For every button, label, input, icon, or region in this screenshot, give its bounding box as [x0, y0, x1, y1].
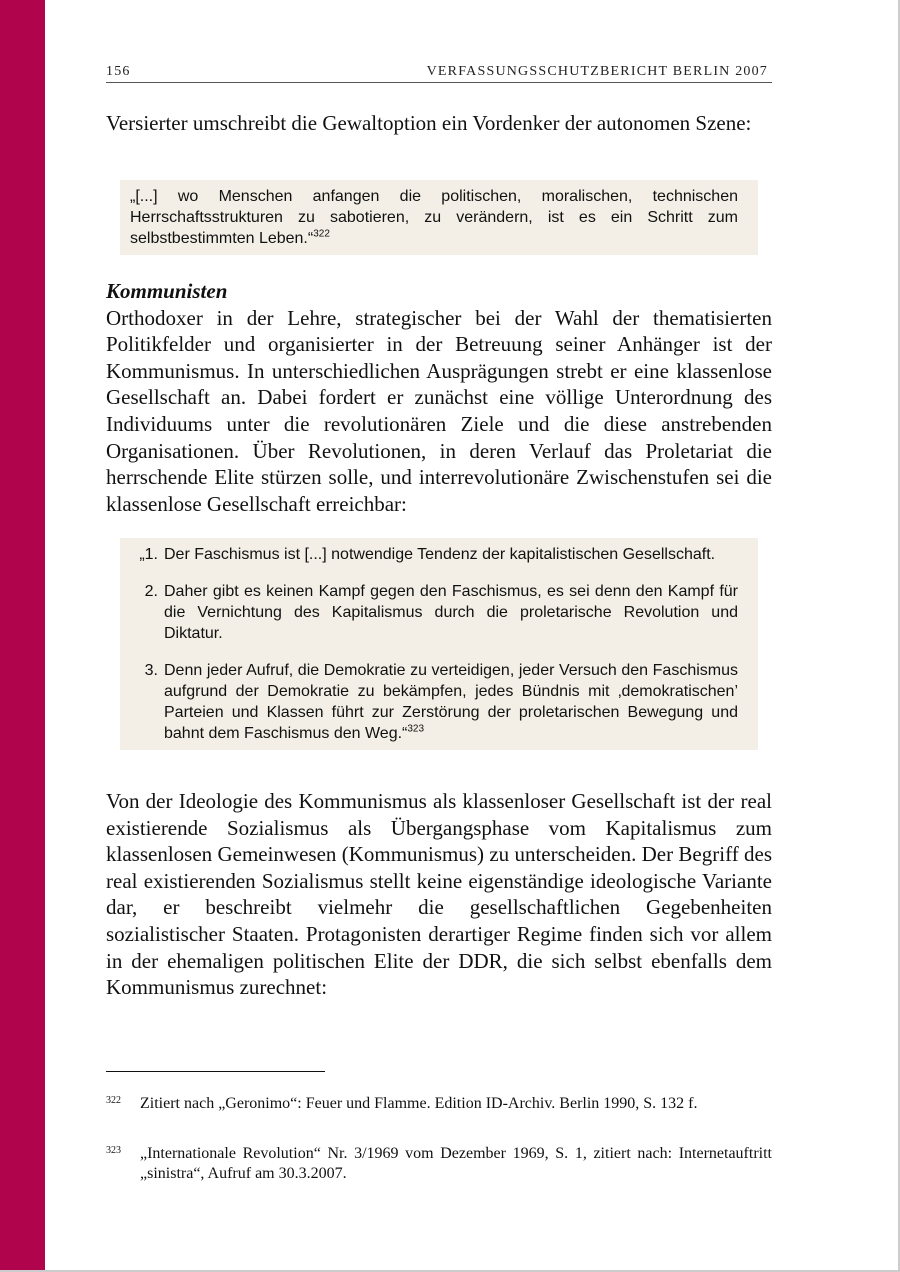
footnote — [106, 1094, 772, 1114]
quote-list-item: „1. Der Faschismus ist [...] notwendige Tendenz der kapitalistischen Gesellschaft. — [139, 546, 716, 563]
paragraph: Von der Ideologie des Kommunismus als klassenloser Gesellschaft ist der real existierende Sozialismus als Übergangsphase vom Kapitalismus zum klassenlosen Gemeinwesen (Kommunismus) zu unterscheiden. Der Begriff des real existierenden Sozialismus stellt keine eigenständige ideologische Variante dar, er beschreibt vielmehr die gesellschaftlichen Gegebenheiten sozialistischer Staaten. Protagonisten derartiger Regime finden sich vor allem in der ehemaligen politischen Elite der DDR, die sich selbst ebenfalls dem Kommunismus zurechnet: — [106, 789, 772, 1000]
footnote-mark: 323 — [106, 1145, 121, 1156]
paragraph: Orthodoxer in der Lehre, strategischer bei der Wahl der thematisierten Politikfelder und organisierter in der Betreuung seiner Anhänger ist der Kommunismus. In unterschiedlichen Ausprägungen strebt er eine klassenlose Gesellschaft an. Dabei fordert er zunächst eine völlige Unterordnung des Individuums unter die revolutionären Ziele und die diese anstrebenden Organisationen. Über Revolutionen, in deren Verlauf das Proletariat die herrschende Elite stürzen solle, und interrevolutionäre Zwischenstufen sei die klassenlose Gesellschaft erreichbar: — [106, 305, 772, 516]
footnote-ref[interactable]: 323 — [407, 723, 425, 735]
block-quote-list — [120, 538, 758, 750]
quote-list-item: 2. Daher gibt es keinen Kampf gegen den Faschismus, es sei denn den Kampf für die Vernichtung des Kapitalismus durch die proletarische Revolution und Diktatur. — [144, 583, 738, 642]
running-header — [106, 62, 772, 83]
section — [106, 278, 772, 517]
accent-bar — [0, 0, 45, 1272]
quote-text: „[...] wo Menschen anfangen die politischen, moralischen, technischen Herrschaftsstrukturen zu sabotieren, zu verändern, ist es ein Schritt zum selbstbestimmten Leben.“ — [130, 188, 738, 247]
page-number: 156 — [106, 64, 131, 79]
footnote-ref[interactable]: 322 — [313, 228, 330, 240]
footnote-text: „Internationale Revolution“ Nr. 3/1969 vom Dezember 1969, S. 1, zitiert nach: Internetauftritt „sinistra“, Aufruf am 30.3.2007. — [140, 1145, 772, 1182]
footnote-divider — [106, 1071, 325, 1072]
footnote-mark: 322 — [106, 1095, 121, 1106]
section-heading: Kommunisten — [106, 279, 228, 303]
quote-list-item: 3. Denn jeder Aufruf, die Demokratie zu verteidigen, jeder Versuch den Faschismus aufgrund der Demokratie zu bekämpfen, jedes Bündnis mit ‚demokratischen’ Parteien und Klassen führt zur Zerstörung der proletarischen Bewegung und bahnt dem Faschismus den Weg.“$^{323}$ — [144, 662, 738, 742]
footnote — [106, 1144, 772, 1184]
paragraph: Versierter umschreibt die Gewaltoption ein Vordenker der autonomen Szene: — [106, 111, 752, 135]
footnote-text: Zitiert nach „Geronimo“: Feuer und Flamme. Edition ID-Archiv. Berlin 1990, S. 132 f. — [140, 1095, 698, 1112]
running-title: VERFASSUNGSSCHUTZBERICHT BERLIN 2007 — [426, 64, 768, 79]
block-quote — [120, 180, 758, 255]
